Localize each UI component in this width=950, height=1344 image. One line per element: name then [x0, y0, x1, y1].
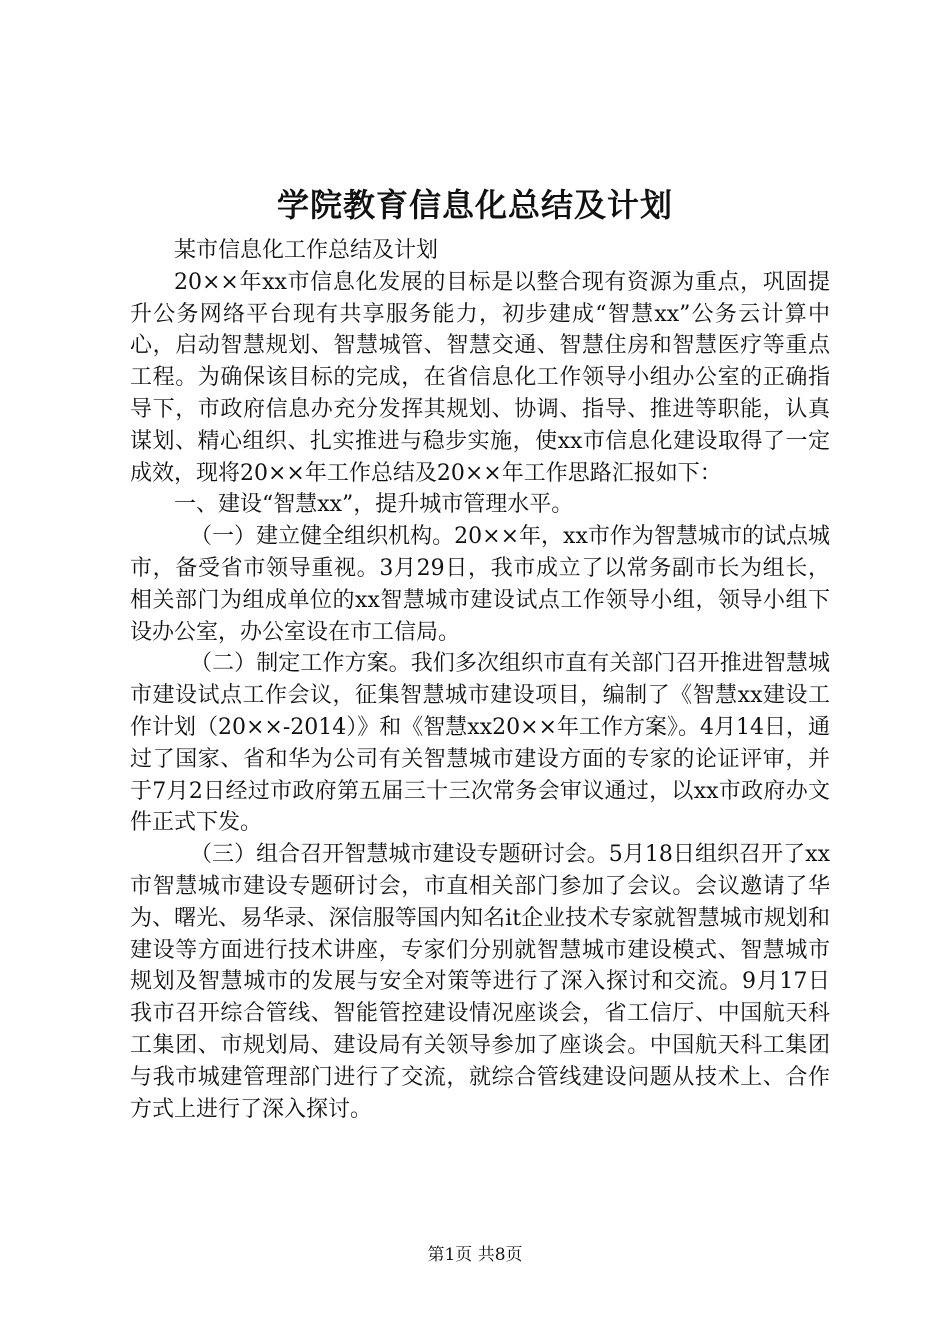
document-subtitle: 某市信息化工作总结及计划	[174, 238, 439, 263]
paragraph-intro: 20××年xx市信息化发展的目标是以整合现有资源为重点，巩固提升公务网络平台现有共享服务能力，初步建成“智慧xx”公务云计算中心，启动智慧规划、智慧城管、智慧交通、智慧住房和智慧医疗等重点工程。为确保该目标的完成，在省信息化工作领导小组办公室的正确指导下，市政府信息办充分发挥其规划、协调、指导、推进等职能，认真谋划、精心组织、扎实推进与稳步实施，使xx市信息化建设取得了一定成效，现将20××年工作总结及20××年工作思路汇报如下：	[130, 269, 830, 486]
paragraph-item-2: （二）制定工作方案。我们多次组织市直有关部门召开推进智慧城市建设试点工作会议，征集智慧城市建设项目，编制了《智慧xx建设工作计划（20××-2014）》和《智慧xx20××年工作方案》。4月14日，通过了国家、省和华为公司有关智慧城市建设方面的专家的论证评审，并于7月2日经过市政府第五届三十三次常务会审议通过，以xx市政府办文件正式下发。	[130, 651, 830, 836]
document-title: 学院教育信息化总结及计划	[276, 186, 673, 224]
paragraph-item-1: （一）建立健全组织机构。20××年，xx市作为智慧城市的试点城市，备受省市领导重视。3月29日，我市成立了以常务副市长为组长，相关部门为组成单位的xx智慧城市建设试点工作领导小组，领导小组下设办公室，办公室设在市工信局。	[130, 524, 830, 645]
paragraph-item-3: （三）组合召开智慧城市建设专题研讨会。5月18日组织召开了xx市智慧城市建设专题研讨会，市直相关部门参加了会议。会议邀请了华为、曙光、易华录、深信服等国内知名it企业技术专家就智慧城市规划和建设等方面进行技术讲座，专家们分别就智慧城市建设模式、智慧城市规划及智慧城市的发展与安全对策等进行了深入探讨和交流。9月17日我市召开综合管线、智能管控建设情况座谈会，省工信厅、中国航天科工集团、市规划局、建设局有关领导参加了座谈会。中国航天科工集团与我市城建管理部门进行了交流，就综合管线建设问题从技术上、合作方式上进行了深入探讨。	[130, 842, 830, 1122]
page-number-footer: 第1页 共8页	[427, 1245, 523, 1265]
section-heading-1: 一、建设“智慧xx”，提升城市管理水平。	[174, 492, 574, 518]
document-body	[130, 235, 830, 1125]
